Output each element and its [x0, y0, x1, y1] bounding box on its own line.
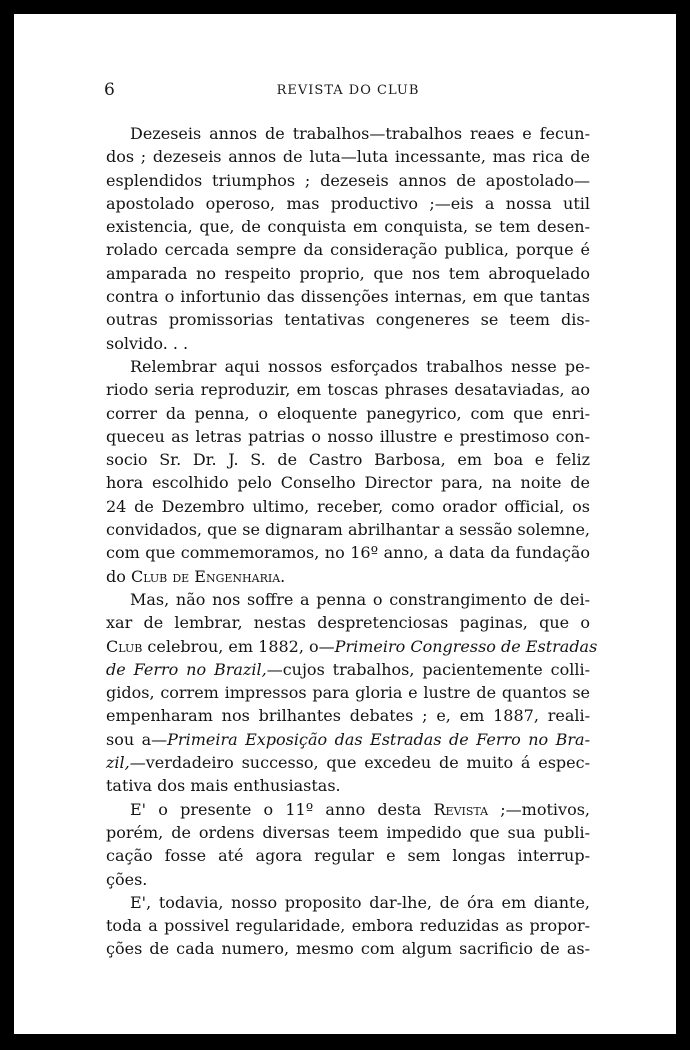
text-line: porém, de ordens diversas teem impedido que sua publi-	[106, 822, 590, 842]
italic-title: zil,	[106, 753, 130, 773]
text-fragment: celebrou, em 1882, o—	[142, 636, 335, 656]
text-line: Relembrar aqui nossos esforçados trabalhos nesse pe-	[130, 356, 590, 376]
text-fragment: do	[106, 566, 131, 586]
book-page	[14, 14, 676, 1034]
text-line: queceu as letras patrias o nosso illustre e prestimoso con-	[106, 426, 590, 446]
page-number: 6	[104, 80, 115, 100]
text-line: rolado cercada sempre da consideração publica, porque é	[106, 240, 590, 260]
text-line: com que commemoramos, no 16º anno, a data da fundação	[106, 543, 590, 563]
text-line: riodo seria reproduzir, em toscas phrases desataviadas, ao	[106, 380, 590, 400]
text-line: hora escolhido pelo Conselho Director para, na noite de	[106, 473, 590, 493]
text-line: contra o infortunio das dissenções internas, em que tantas	[106, 287, 590, 307]
text-line: tativa dos mais enthusiastas.	[106, 776, 341, 796]
text-line: gidos, correm impressos para gloria e lustre de quantos se	[106, 683, 590, 703]
italic-title: de Ferro no Brazil,	[106, 659, 267, 679]
text-fragment: E' o presente o 11º anno desta	[130, 799, 434, 819]
text-fragment: ;—motivos,	[488, 799, 590, 819]
text-line: ções.	[106, 869, 148, 889]
page-header	[100, 80, 596, 106]
text-line: Mas, não nos soffre a penna o constrangimento de dei-	[130, 589, 590, 609]
text-line: solvido. . .	[106, 333, 189, 353]
text-line	[106, 658, 590, 681]
club-name: Club de Engenharia	[130, 566, 281, 586]
text-line: Dezeseis annos de trabalhos—trabalhos reaes e fecun-	[130, 124, 590, 143]
text-line: outras promissorias tentativas congeneres se teem dis-	[106, 310, 590, 330]
text-line: dos ; dezeseis annos de luta—luta incessante, mas rica de	[106, 147, 590, 167]
text-line	[106, 798, 590, 821]
text-line	[106, 751, 590, 774]
text-line: apostolado operoso, mas productivo ;—eis a nossa util	[106, 193, 590, 213]
italic-title: Primeira Exposição das Estradas de Ferro no Bra-	[167, 729, 591, 749]
text-line: empenharam nos brilhantes debates ; e, em 1887, reali-	[106, 706, 590, 726]
text-line	[106, 728, 590, 751]
club-name: Club	[106, 636, 143, 656]
text-line: 24 de Dezembro ultimo, receber, como orador official, os	[106, 496, 590, 516]
text-fragment: —cujos trabalhos, pacientemente colli-	[266, 659, 590, 679]
text-line: socio Sr. Dr. J. S. de Castro Barbosa, em boa e feliz	[106, 450, 590, 470]
journal-name: Revista	[433, 799, 489, 819]
text-fragment: sou a—	[106, 729, 168, 749]
text-line: correr da penna, o eloquente panegyrico, com que enri-	[106, 403, 590, 423]
text-fragment: .	[280, 566, 286, 586]
body-text	[106, 122, 598, 961]
text-line: existencia, que, de conquista em conquista, se tem desen-	[106, 217, 590, 237]
text-line: xar de lembrar, nestas despretenciosas paginas, que o	[106, 613, 590, 633]
text-line: esplendidos triumphos ; dezeseis annos de apostolado—	[106, 170, 590, 190]
text-line	[106, 565, 590, 588]
italic-title: Primeiro Congresso de Estradas	[334, 636, 598, 656]
text-line: amparada no respeito proprio, que nos tem abroquelado	[106, 263, 590, 283]
running-title: REVISTA DO CLUB	[276, 83, 420, 98]
text-line: ções de cada numero, mesmo com algum sacrificio de as-	[106, 939, 590, 959]
text-line	[106, 635, 598, 658]
text-line: toda a possivel regularidade, embora reduzidas as propor-	[106, 916, 590, 936]
text-fragment: —verdadeiro successo, que excedeu de muito á espec-	[129, 753, 590, 773]
text-line: E', todavia, nosso proposito dar-lhe, de óra em diante,	[130, 892, 590, 912]
text-line: convidados, que se dignaram abrilhantar a sessão solemne,	[106, 520, 590, 540]
text-line: cação fosse até agora regular e sem longas interrup-	[106, 846, 590, 866]
